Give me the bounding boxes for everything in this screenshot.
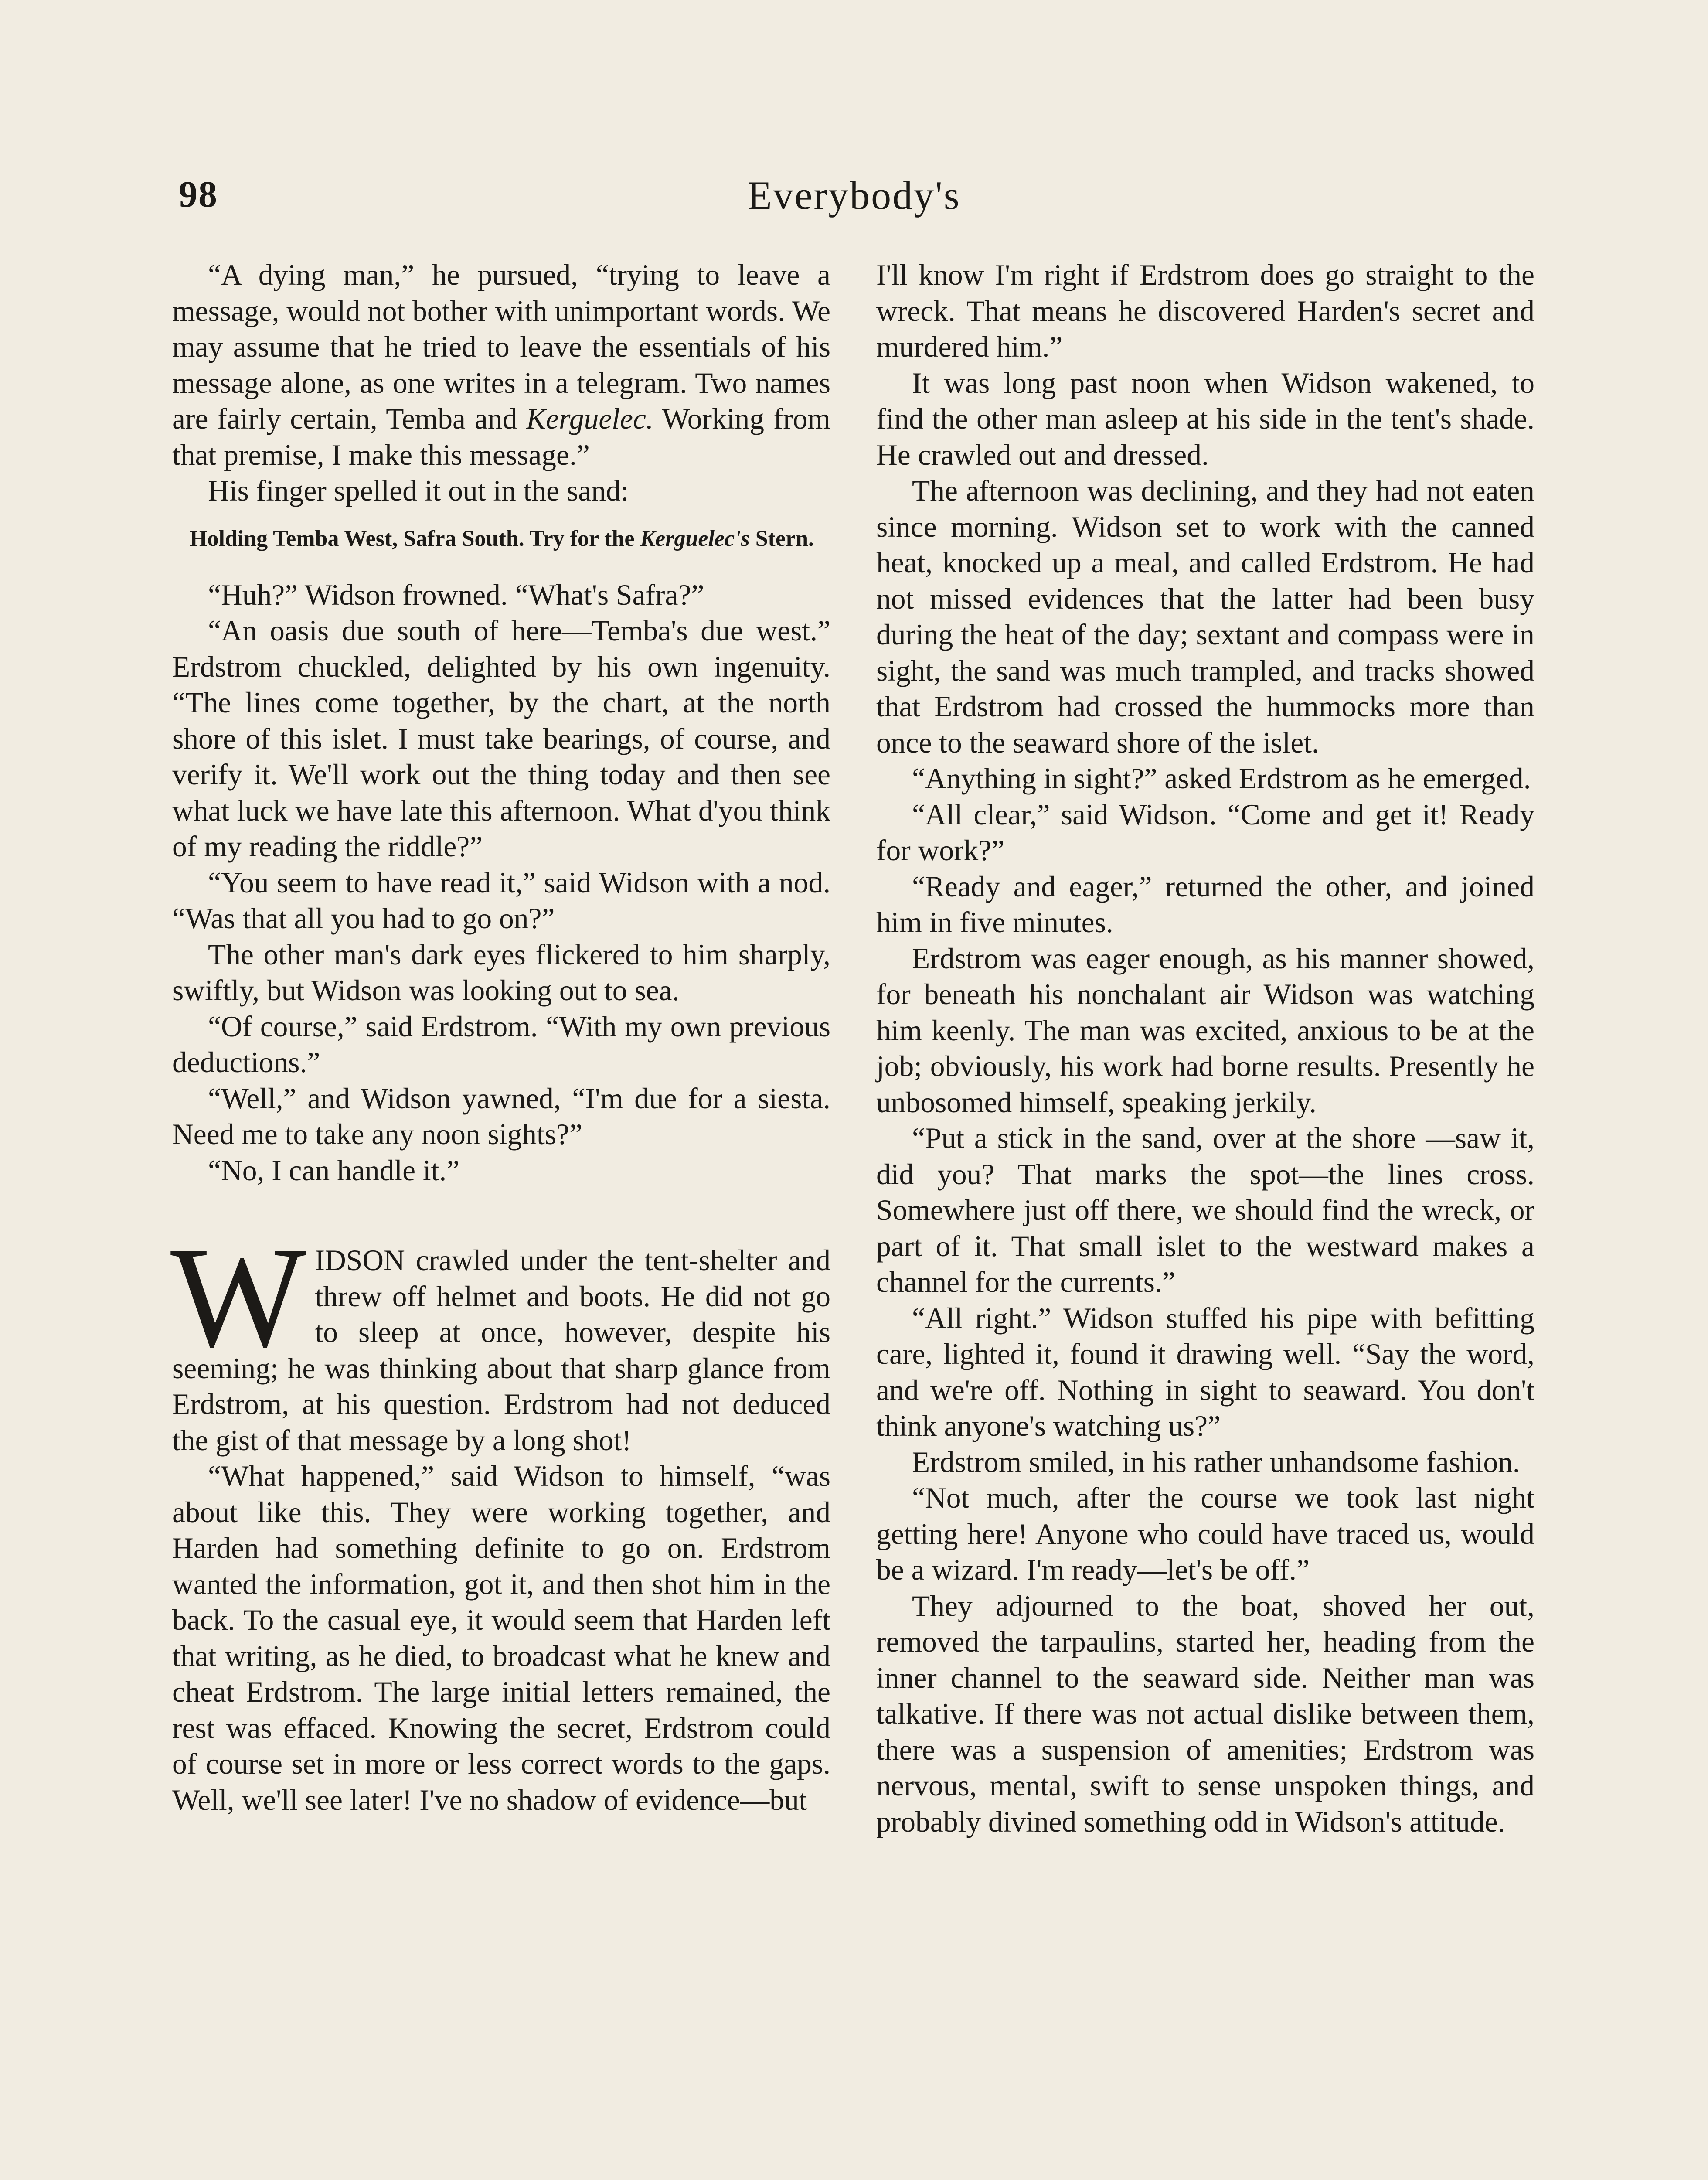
paragraph: “Ready and eager,” returned the other, and joined him in five minutes. [876,870,1534,939]
paragraph: They adjourned to the boat, shoved her out, removed the tarpaulins, started her, heading from the inner channel to the seaward side. Neither man was talkative. If there was not actual dislike between them, there was a suspension of amenities; Erdstrom was nervous, mental, swift to sense unspoken things, and probably divined something odd in Widson's attitude. [876,1589,1534,1838]
drop-cap: W [170,1218,304,1377]
paragraph-continued: I'll know I'm right if Erdstrom does go straight to the wreck. That means he discovered Harden's secret and murdered him.” [876,259,1534,363]
paragraph: “Of course,” said Erdstrom. “With my own previous deductions.” [172,1010,830,1079]
dropcap-paragraph [170,1218,830,1458]
paragraph: “Not much, after the course we took last night getting here! Anyone who could have traced us, would be a wizard. I'm ready—let's be off.” [876,1482,1534,1586]
running-title: Everybody's [747,173,961,218]
paragraph-text: IDSON crawled under the tent-shelter and threw off helmet and boots. He did not go to sleep at once, however, despite his seeming; he was thinking about that sharp glance from Erdstrom, at his question. Erdstrom had not deduced the gist of that message by a long shot! [172,1244,830,1457]
paragraph: Erdstrom was eager enough, as his manner showed, for beneath his nonchalant air Widson was watching him keenly. The man was excited, anxious to be at the job; obviously, his work had borne results. Presently he unbosomed himself, speaking jerkily. [876,942,1534,1119]
paragraph: “An oasis due south of here—Temba's due west.” Erdstrom chuckled, delighted by his own ingenuity. “The lines come together, by the chart, at the north shore of this islet. I must take bearings, of course, and verify it. We'll work out the thing today and then see what luck we have late this afternoon. What d'you think of my reading the riddle?” [172,614,830,863]
message-text: Stern. [749,526,814,551]
paragraph [172,257,830,473]
sand-message [172,525,830,553]
paragraph: The afternoon was declining, and they had not eaten since morning. Widson set to work with the canned heat, knocked up a meal, and called Erdstrom. He had not missed evidences that the latter had been busy during the heat of the day; sextant and compass were in sight, the sand was much trampled, and tracks showed that Erdstrom had crossed the hummocks more than once to the seaward shore of the islet. [876,474,1534,759]
paragraph: “Huh?” Widson frowned. “What's Safra?” [208,578,704,611]
paragraph: Erdstrom smiled, in his rather unhandsome fashion. [912,1445,1520,1478]
paragraph: “Anything in sight?” asked Erdstrom as he emerged. [912,762,1531,795]
page-header [0,172,1708,233]
page-number: 98 [179,173,218,215]
paragraph: It was long past noon when Widson wakened, to find the other man asleep at his side in the tent's shade. He crawled out and dressed. [876,366,1534,471]
right-column [876,257,1534,1840]
ship-name: Kerguelec. [526,402,653,435]
paragraph: “What happened,” said Widson to himself, “was about like this. They were working together, and Harden had something definite to go on. Erdstrom wanted the information, got it, and then shot him in the back. To the casual eye, it would seem that Harden left that writing, as he died, to broadcast what he knew and cheat Erdstrom. The large initial letters remained, the rest was effaced. Knowing the secret, Erdstrom could of course set in more or less correct words to the gaps. Well, we'll see later! I've no shadow of evidence—but [172,1460,830,1816]
paragraph: “All clear,” said Widson. “Come and get it! Ready for work?” [876,798,1534,867]
paragraph: “All right.” Widson stuffed his pipe with befitting care, lighted it, found it drawing well. “Say the word, and we're off. Nothing in sight to seaward. You don't think anyone's watching us?” [876,1301,1534,1442]
message-ship-name: Kerguelec's [640,526,750,551]
paragraph: “No, I can handle it.” [208,1154,460,1187]
paragraph-text: Working from that premise, I make this message.” [172,402,831,471]
paragraph: The other man's dark eyes flickered to him sharply, swiftly, but Widson was looking out to sea. [172,938,830,1007]
paragraph: His finger spelled it out in the sand: [208,474,629,507]
paragraph: “Put a stick in the sand, over at the shore —saw it, did you? That marks the spot—the lines cross. Somewhere just off there, we should find the wreck, or part of it. That small islet to the westward makes a channel for the currents.” [876,1122,1534,1298]
message-text: Holding Temba West, Safra South. Try for the [190,526,640,551]
paragraph: “Well,” and Widson yawned, “I'm due for a siesta. Need me to take any noon sights?” [172,1082,830,1151]
paragraph: “You seem to have read it,” said Widson with a nod. “Was that all you had to go on?” [172,866,830,935]
left-column [172,257,830,1818]
paragraph-text: “A dying man,” he pursued, “trying to leave a message, would not bother with unimportant words. We may assume that he tried to leave the essentials of his message alone, as one writes in a telegram. Two names are fairly certain, Temba and [172,259,830,435]
